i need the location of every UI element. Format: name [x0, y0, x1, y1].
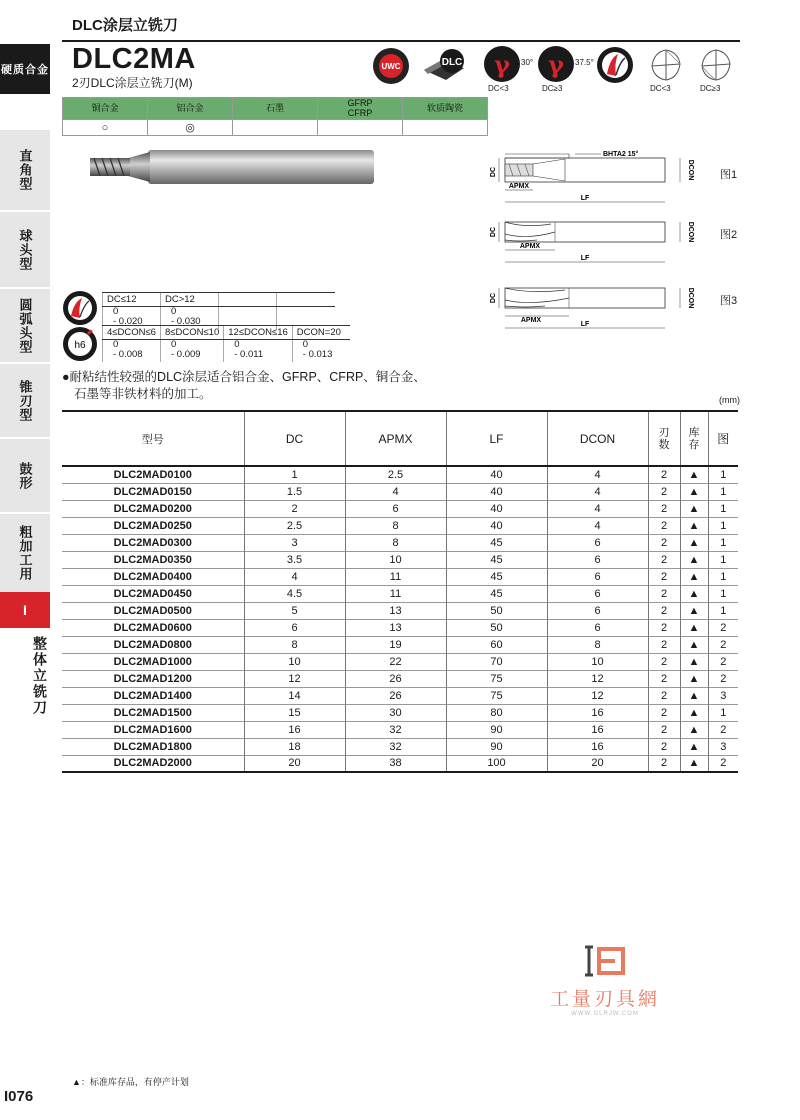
cell-lf: 75 — [446, 670, 547, 687]
table-row — [62, 670, 738, 687]
cell-dc: 12 — [244, 670, 345, 687]
tol-value: 0 - 0.030 — [161, 307, 219, 329]
cell-dc: 1 — [244, 466, 345, 483]
feature-note-line-2: 石墨等非铁材料的加工。 — [74, 387, 212, 401]
cell-lf: 60 — [446, 636, 547, 653]
material-rating: ◎ — [148, 120, 233, 136]
cell-figure: 1 — [708, 704, 738, 721]
cell-apmx: 22 — [345, 653, 446, 670]
side-tab-ball[interactable]: 球头型 — [0, 212, 50, 287]
table-row — [62, 466, 738, 483]
end-face-icon — [696, 46, 734, 84]
col-header-apmx: APMX — [345, 411, 446, 466]
cell-flutes: 2 — [648, 619, 680, 636]
dimension-drawings — [465, 150, 705, 340]
cell-model: DLC2MAD1800 — [62, 738, 244, 755]
cell-dcon: 6 — [547, 534, 648, 551]
cell-flutes: 2 — [648, 653, 680, 670]
figure-2 — [490, 222, 694, 262]
cell-flutes: 2 — [648, 755, 680, 772]
fig1-dcon-label: DCON — [687, 159, 694, 181]
feature-note — [62, 369, 426, 403]
tol-header: 12≤DCON≤16 — [224, 326, 293, 340]
helix-caption-2: DC≥3 — [542, 84, 563, 93]
dlc-coating-icon — [420, 48, 472, 84]
cell-figure: 1 — [708, 466, 738, 483]
cell-figure: 1 — [708, 568, 738, 585]
cell-stock: ▲ — [680, 517, 708, 534]
cell-dcon: 16 — [547, 704, 648, 721]
cell-apmx: 8 — [345, 534, 446, 551]
material-header: 石墨 — [233, 98, 318, 120]
col-header-dcon: DCON — [547, 411, 648, 466]
cell-stock: ▲ — [680, 704, 708, 721]
cell-dcon: 20 — [547, 755, 648, 772]
tol-value: 0 - 0.009 — [161, 340, 224, 362]
category-title: DLC涂层立铣刀 — [72, 17, 178, 34]
cell-stock: ▲ — [680, 721, 708, 738]
cell-lf: 70 — [446, 653, 547, 670]
figure-3 — [490, 288, 694, 328]
tol-header: DCON=20 — [292, 326, 350, 340]
cell-lf: 40 — [446, 483, 547, 500]
cell-stock: ▲ — [680, 483, 708, 500]
cell-dcon: 8 — [547, 636, 648, 653]
cell-flutes: 2 — [648, 687, 680, 704]
cell-figure: 1 — [708, 585, 738, 602]
cell-figure: 2 — [708, 636, 738, 653]
unit-label: (mm) — [719, 395, 740, 405]
watermark-logo — [583, 945, 627, 977]
cell-lf: 75 — [446, 687, 547, 704]
cell-lf: 45 — [446, 534, 547, 551]
cell-flutes: 2 — [648, 483, 680, 500]
fig2-lf-label: LF — [580, 255, 590, 262]
cell-lf: 50 — [446, 619, 547, 636]
cell-dc: 3.5 — [244, 551, 345, 568]
cell-apmx: 32 — [345, 738, 446, 755]
cell-stock: ▲ — [680, 653, 708, 670]
watermark-url: WWW.GLRJW.COM — [571, 1011, 639, 1017]
table-row — [62, 602, 738, 619]
cell-model: DLC2MAD0400 — [62, 568, 244, 585]
cell-dc: 16 — [244, 721, 345, 738]
cell-model: DLC2MAD0500 — [62, 602, 244, 619]
cell-model: DLC2MAD1200 — [62, 670, 244, 687]
uwc-icon — [373, 48, 409, 84]
cell-lf: 80 — [446, 704, 547, 721]
cell-flutes: 2 — [648, 500, 680, 517]
cell-dcon: 4 — [547, 500, 648, 517]
cell-figure: 1 — [708, 534, 738, 551]
col-header-figure: 图 — [708, 411, 738, 466]
material-header: 铝合金 — [148, 98, 233, 120]
shank-tolerance-label: h6 — [74, 340, 86, 351]
cell-apmx: 13 — [345, 619, 446, 636]
col-header-lf: LF — [446, 411, 547, 466]
cell-dc: 8 — [244, 636, 345, 653]
material-rating: ○ — [63, 120, 148, 136]
cell-stock: ▲ — [680, 738, 708, 755]
figure-1-label: 图1 — [720, 169, 738, 181]
cell-figure: 1 — [708, 602, 738, 619]
material-header: GFRP CFRP — [318, 98, 403, 120]
cell-flutes: 2 — [648, 670, 680, 687]
cell-flutes: 2 — [648, 602, 680, 619]
cell-flutes: 2 — [648, 738, 680, 755]
cell-apmx: 10 — [345, 551, 446, 568]
model-title: DLC2MA — [72, 43, 196, 75]
helix-angle-icon: γ — [538, 46, 574, 82]
cell-dc: 5 — [244, 602, 345, 619]
fig3-apmx-label: APMX — [520, 317, 542, 324]
cell-dc: 2 — [244, 500, 345, 517]
cell-figure: 2 — [708, 619, 738, 636]
face-caption-2: DC≥3 — [700, 84, 721, 93]
material-rating — [233, 120, 318, 136]
table-row — [62, 755, 738, 772]
fig1-bhta-label: BHTA2 15° — [603, 151, 639, 158]
cell-apmx: 13 — [345, 602, 446, 619]
cell-stock: ▲ — [680, 500, 708, 517]
fig1-lf-label: LF — [580, 195, 590, 202]
cell-model: DLC2MAD2000 — [113, 757, 192, 770]
cell-lf: 40 — [446, 517, 547, 534]
cell-stock: ▲ — [680, 687, 708, 704]
cell-dc: 6 — [244, 619, 345, 636]
cell-model: DLC2MAD1400 — [113, 689, 192, 702]
table-row — [62, 551, 738, 568]
table-row — [62, 517, 738, 534]
footnote: ▲：标准库存品，有停产计划 — [72, 1077, 189, 1087]
cell-stock: ▲ — [680, 619, 708, 636]
cell-dcon: 16 — [547, 738, 648, 755]
helix-caption-1: DC<3 — [488, 84, 509, 93]
cell-apmx: 30 — [345, 704, 446, 721]
table-row — [62, 687, 738, 704]
cell-model: DLC2MAD0150 — [113, 485, 192, 498]
fig1-dc-label: DC — [490, 166, 497, 178]
cell-figure: 1 — [708, 551, 738, 568]
cell-figure: 3 — [708, 738, 738, 755]
fig3-dc-label: DC — [490, 292, 497, 304]
side-tab-radius[interactable]: 圆弧头型 — [0, 289, 50, 362]
cell-apmx: 11 — [345, 585, 446, 602]
material-table — [62, 97, 488, 136]
cell-model: DLC2MAD0300 — [62, 534, 244, 551]
shank-tolerance-icon — [62, 326, 98, 362]
cell-dcon: 16 — [547, 721, 648, 738]
face-caption-1: DC<3 — [650, 84, 671, 93]
tol-header: DC>12 — [161, 293, 219, 307]
cell-dc: 18 — [244, 738, 345, 755]
cell-dcon: 6 — [547, 602, 648, 619]
cell-dcon: 6 — [547, 551, 648, 568]
col-header-dc: DC — [244, 411, 345, 466]
cell-stock: ▲ — [680, 755, 708, 772]
table-row — [62, 534, 738, 551]
cell-lf: 40 — [446, 500, 547, 517]
tol-value: 0 - 0.020 — [103, 307, 161, 329]
cell-figure: 1 — [708, 517, 738, 534]
cell-apmx: 26 — [345, 687, 446, 704]
dlc-label: DLC — [441, 57, 463, 68]
figure-1 — [490, 150, 694, 202]
cell-dc: 4 — [244, 568, 345, 585]
cell-dcon: 12 — [547, 687, 648, 704]
cell-figure: 2 — [708, 755, 738, 772]
cell-dc: 14 — [244, 687, 345, 704]
cell-model: DLC2MAD0100 — [62, 466, 244, 483]
cell-dcon: 4 — [547, 466, 648, 483]
tol-value: 0 - 0.011 — [224, 340, 293, 362]
cell-apmx: 11 — [345, 568, 446, 585]
cell-flutes: 2 — [648, 704, 680, 721]
cell-dcon: 4 — [547, 483, 648, 500]
tol-header: 4≤DCON≤6 — [103, 326, 161, 340]
cell-dc: 20 — [244, 755, 345, 772]
col-header-model: 型号 — [62, 411, 244, 466]
page-number: I076 — [4, 1088, 34, 1105]
cell-lf: 40 — [446, 466, 547, 483]
cell-flutes: 2 — [648, 636, 680, 653]
tol-header — [277, 293, 335, 307]
table-row — [62, 636, 738, 653]
model-subtitle: 2刃DLC涂层立铣刀(M) — [72, 76, 193, 90]
cell-lf: 50 — [446, 602, 547, 619]
cell-model: DLC2MAD0450 — [113, 587, 192, 600]
side-tab-roughing[interactable]: 粗加工用 — [0, 514, 50, 592]
side-tab-square[interactable]: 直角型 — [0, 130, 50, 210]
cell-stock: ▲ — [680, 636, 708, 653]
cell-model: DLC2MAD0600 — [113, 621, 192, 634]
cell-flutes: 2 — [648, 568, 680, 585]
figure-3-label: 图3 — [720, 295, 738, 307]
header-rule — [62, 40, 740, 42]
cell-stock: ▲ — [680, 466, 708, 483]
side-tab-solid-endmill[interactable]: 整体立铣刀 — [32, 636, 48, 716]
fig3-dcon-label: DCON — [687, 287, 694, 309]
cell-dcon: 6 — [547, 585, 648, 602]
fig3-lf-label: LF — [580, 321, 590, 328]
cell-apmx: 2.5 — [345, 466, 446, 483]
dc-tolerance-icon — [62, 290, 98, 326]
fig2-dc-label: DC — [490, 226, 497, 238]
side-tab-taper[interactable]: 锥刃型 — [0, 364, 50, 437]
cell-flutes: 2 — [648, 551, 680, 568]
tool-image — [88, 148, 378, 188]
dc-tolerance-table — [102, 292, 335, 329]
fig2-apmx-label: APMX — [519, 243, 541, 250]
cell-dcon: 12 — [547, 670, 648, 687]
tol-header: DC≤12 — [103, 293, 161, 307]
table-row — [62, 483, 738, 500]
cell-apmx: 6 — [345, 500, 446, 517]
cell-model: DLC2MAD1500 — [62, 704, 244, 721]
cell-model: DLC2MAD0250 — [113, 519, 192, 532]
tol-header — [219, 293, 277, 307]
cell-stock: ▲ — [680, 534, 708, 551]
table-row — [62, 721, 738, 738]
cell-model: DLC2MAD0800 — [62, 636, 244, 653]
fig1-apmx-label: APMX — [508, 183, 530, 190]
material-header: 铜合金 — [63, 98, 148, 120]
table-row — [62, 738, 738, 755]
cell-dcon: 6 — [547, 568, 648, 585]
side-tab-barrel[interactable]: 鼓形 — [0, 439, 50, 512]
helix-angle-icon: γ — [484, 46, 520, 82]
cell-apmx: 4 — [345, 483, 446, 500]
cell-apmx: 38 — [345, 755, 446, 772]
material-rating — [318, 120, 403, 136]
cell-dc: 4.5 — [244, 585, 345, 602]
cell-flutes: 2 — [648, 534, 680, 551]
tol-value: 0 - 0.008 — [103, 340, 161, 362]
cell-model: DLC2MAD1600 — [113, 723, 192, 736]
tol-header: 8≤DCON≤10 — [161, 326, 224, 340]
cell-figure: 2 — [708, 670, 738, 687]
cell-lf: 45 — [446, 551, 547, 568]
feature-note-line-1: ●耐粘结性较强的DLC涂层适合铝合金、GFRP、CFRP、铜合金、 — [62, 370, 426, 384]
table-row — [62, 585, 738, 602]
cell-dc: 10 — [244, 653, 345, 670]
cell-apmx: 8 — [345, 517, 446, 534]
cell-dcon: 6 — [547, 619, 648, 636]
cell-figure: 3 — [708, 687, 738, 704]
cell-apmx: 19 — [345, 636, 446, 653]
cell-flutes: 2 — [648, 466, 680, 483]
cell-flutes: 2 — [648, 721, 680, 738]
cell-lf: 45 — [446, 585, 547, 602]
cell-figure: 2 — [708, 721, 738, 738]
watermark-text: 工量刃具網 — [549, 989, 660, 1010]
cell-lf: 45 — [446, 568, 547, 585]
cell-flutes: 2 — [648, 517, 680, 534]
fig2-dcon-label: DCON — [687, 221, 694, 243]
cell-stock: ▲ — [680, 585, 708, 602]
cell-figure: 1 — [708, 483, 738, 500]
cell-stock: ▲ — [680, 670, 708, 687]
cell-dc: 1.5 — [244, 483, 345, 500]
uwc-label: UWC — [379, 54, 403, 78]
table-row — [62, 653, 738, 670]
cell-lf: 90 — [446, 738, 547, 755]
helix-angle-2: 37.5° — [575, 58, 594, 67]
table-row — [62, 704, 738, 721]
cell-dc: 2.5 — [244, 517, 345, 534]
cell-apmx: 32 — [345, 721, 446, 738]
cell-apmx: 26 — [345, 670, 446, 687]
material-rating — [403, 120, 488, 136]
cell-model: DLC2MAD1000 — [113, 655, 192, 668]
watermark — [540, 945, 670, 1017]
cell-dc: 15 — [244, 704, 345, 721]
cell-stock: ▲ — [680, 568, 708, 585]
table-row — [62, 500, 738, 517]
side-tab-carbide[interactable]: 硬质合金 — [0, 44, 50, 94]
cell-lf: 100 — [446, 755, 547, 772]
col-header-stock: 库存 — [680, 411, 708, 466]
material-header: 软质陶瓷 — [403, 98, 488, 120]
cell-dc: 3 — [244, 534, 345, 551]
table-row — [62, 619, 738, 636]
cell-dcon: 10 — [547, 653, 648, 670]
col-header-flutes: 刃数 — [648, 411, 680, 466]
table-row — [62, 568, 738, 585]
flute-type-icon — [596, 46, 634, 84]
cell-model: DLC2MAD0200 — [62, 500, 244, 517]
cell-flutes: 2 — [648, 585, 680, 602]
cell-stock: ▲ — [680, 602, 708, 619]
cell-figure: 2 — [708, 653, 738, 670]
cell-model: DLC2MAD0350 — [113, 553, 192, 566]
tol-value: 0 - 0.013 — [292, 340, 350, 362]
cell-lf: 90 — [446, 721, 547, 738]
cell-dcon: 4 — [547, 517, 648, 534]
dcon-tolerance-table — [102, 325, 350, 362]
end-face-icon — [646, 46, 684, 84]
spec-table — [62, 410, 738, 773]
figure-2-label: 图2 — [720, 229, 738, 241]
side-section-marker: I — [0, 592, 50, 628]
helix-angle-1: 30° — [521, 58, 534, 67]
cell-figure: 1 — [708, 500, 738, 517]
cell-stock: ▲ — [680, 551, 708, 568]
